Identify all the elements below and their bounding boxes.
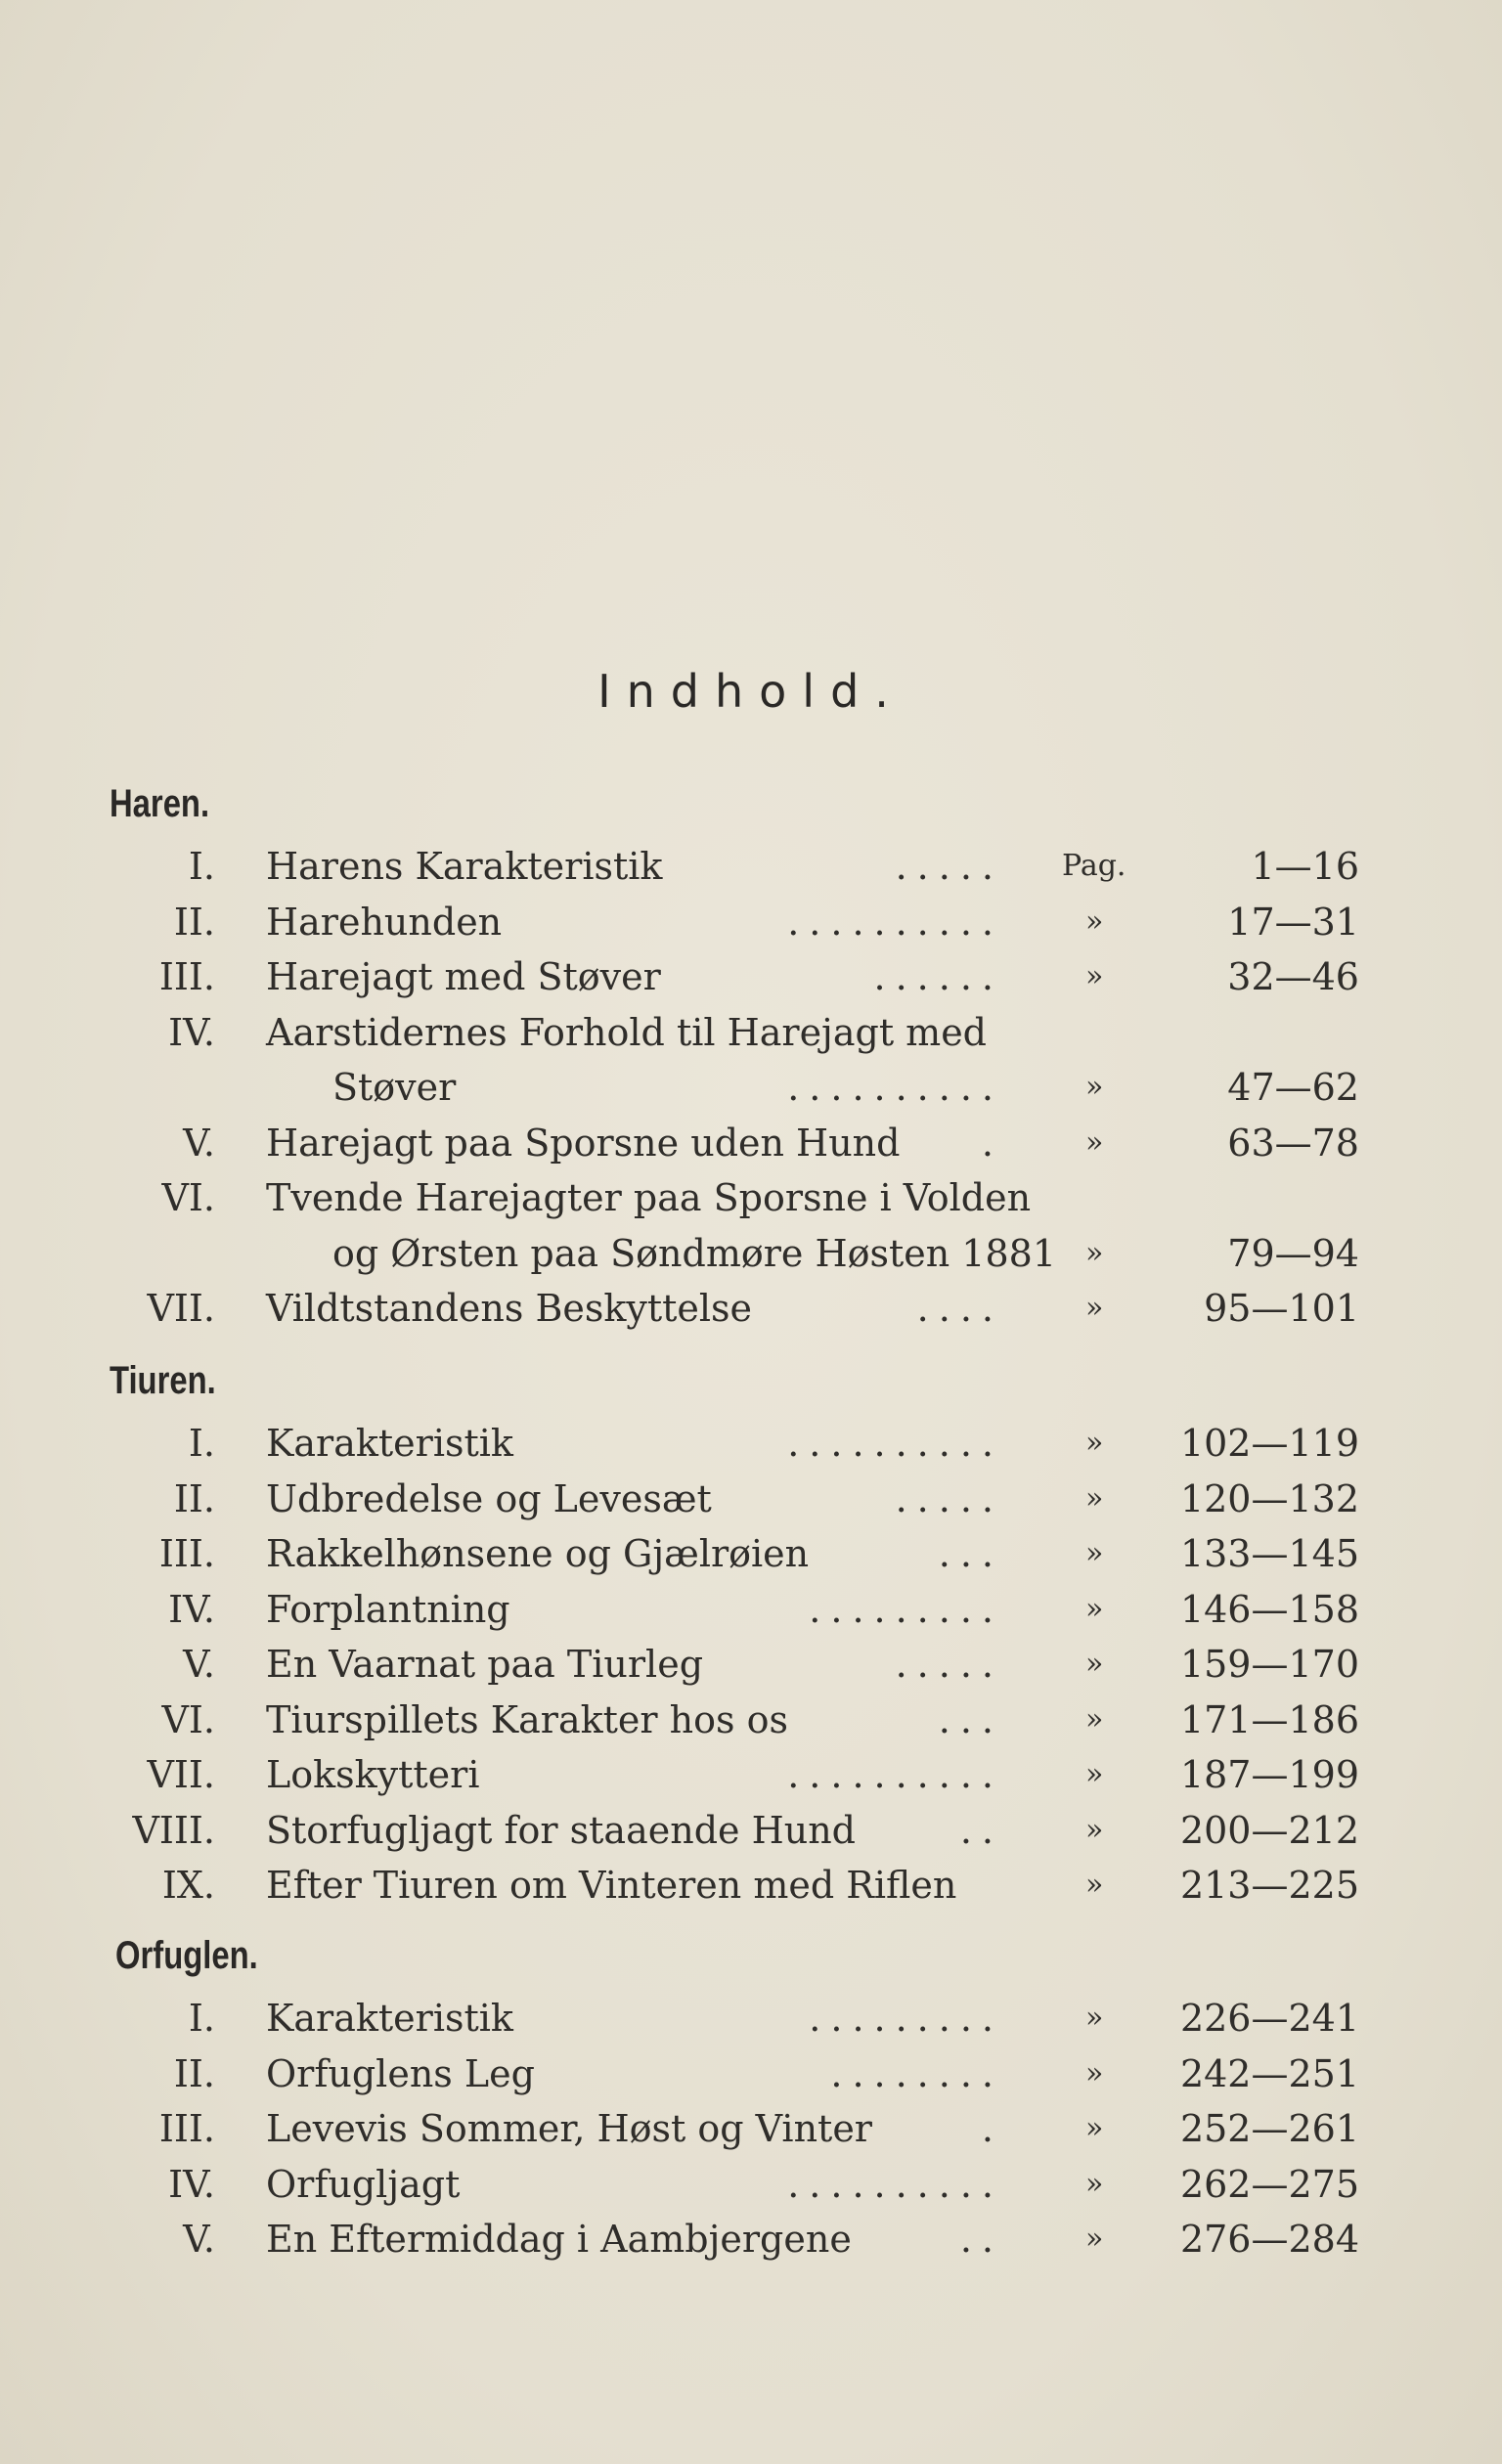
toc-entry-line [0,2212,1502,2266]
chapter-number: IV. [168,1010,215,1054]
page-range: 95—101 [1204,1287,1359,1330]
chapter-number: II. [173,1476,215,1520]
toc-entry-line [0,2101,1502,2156]
chapter-title: Efter Tiuren om Vinteren med Riflen [266,1864,957,1907]
chapter-title: Støver [332,1066,457,1109]
page-range: 187—199 [1179,1753,1359,1796]
leader-dots: ..... [895,1476,1003,1520]
chapter-title: Aarstidernes Forhold til Harejagt med [266,1010,988,1054]
page-range: 133—145 [1179,1532,1359,1575]
page-marker: » [1085,1701,1104,1737]
page-range: 120—132 [1179,1476,1359,1520]
page-range: 262—275 [1179,2162,1359,2206]
page-marker: » [1085,2111,1104,2145]
leader-dots: . [981,1121,1003,1165]
leader-dots: .......... [787,900,1003,944]
chapter-title: Tvende Harejagter paa Sporsne i Volden [266,1176,1032,1219]
leader-dots: ..... [895,1643,1003,1686]
toc-entry-line [0,1637,1502,1692]
chapter-number: VIII. [132,1808,215,1852]
chapter-number: I. [188,1997,215,2040]
leader-dots: ... [938,1697,1003,1741]
page-marker: » [1085,1868,1104,1902]
chapter-title: Vildtstandens Beskyttelse [266,1287,753,1330]
chapter-number: III. [158,2107,215,2150]
page-marker: » [1085,2055,1104,2090]
page-range: 226—241 [1179,1997,1359,2040]
chapter-title: En Eftermiddag i Aambjergene [266,2218,852,2261]
section-heading: Orfuglen. [115,1934,258,1977]
page-range: 242—251 [1179,2051,1359,2095]
chapter-number: VI. [161,1176,215,1219]
chapter-title: Udbredelse og Levesæt [266,1476,712,1520]
chapter-number: VII. [147,1753,215,1796]
toc-entry-line [0,1060,1502,1115]
toc-entry-line [0,1005,1502,1060]
page-marker: » [1085,903,1104,939]
leader-dots: .......... [787,1066,1003,1109]
toc-entry-line [0,1226,1502,1281]
page-marker: Pag. [1062,849,1126,883]
page-marker: » [1085,1124,1104,1160]
leader-dots: .......... [787,1422,1003,1465]
chapter-number: II. [173,2051,215,2095]
page-marker: » [1085,2001,1104,2035]
page-marker: » [1085,1647,1104,1681]
toc-entry-line [0,949,1502,1004]
page-range: 1—16 [1251,845,1359,888]
toc-entry-line [0,1991,1502,2046]
page-range: 102—119 [1179,1422,1359,1465]
chapter-title: Orfugljagt [266,2162,461,2206]
section-heading: Tiuren. [110,1359,216,1402]
chapter-title: Tiurspillets Karakter hos os [266,1697,788,1741]
toc-entry-line [0,1747,1502,1802]
toc-entry-line [0,1803,1502,1858]
page-marker: » [1085,1812,1104,1847]
page-marker: » [1085,1536,1104,1570]
toc-entry-line [0,1281,1502,1336]
chapter-number: III. [158,1532,215,1575]
leader-dots: . [981,2107,1003,2150]
toc-entry-line [0,2046,1502,2101]
chapter-number: III. [158,955,215,998]
page-range: 252—261 [1179,2107,1359,2150]
page-range: 79—94 [1227,1231,1359,1275]
chapter-title: Harehunden [266,900,503,944]
leader-dots: .......... [787,1753,1003,1796]
chapter-number: IV. [168,1587,215,1631]
page-marker: » [1085,2222,1104,2256]
chapter-title: En Vaarnat paa Tiurleg [266,1643,704,1686]
chapter-number: IV. [168,2162,215,2206]
toc-entry-line [0,1582,1502,1637]
toc-entry-line [0,1472,1502,1526]
toc-entry-line [0,1693,1502,1747]
page-marker: » [1085,959,1104,993]
chapter-title: Levevis Sommer, Høst og Vinter [266,2107,872,2150]
toc-entry-line [0,2157,1502,2212]
chapter-number: V. [183,2218,215,2261]
toc-entry-line [0,1116,1502,1170]
page-range: 47—62 [1227,1066,1359,1109]
page-marker: » [1085,1426,1104,1460]
chapter-title: Forplantning [266,1587,510,1631]
chapter-title: Storfugljagt for staaende Hund [266,1808,857,1852]
chapter-number: I. [188,845,215,888]
page-range: 17—31 [1227,900,1359,944]
page-range: 276—284 [1179,2218,1359,2261]
leader-dots: .......... [787,2162,1003,2206]
page-marker: » [1085,1235,1104,1270]
page-range: 200—212 [1179,1808,1359,1852]
page-marker: » [1085,1291,1104,1325]
page-marker: » [1085,1757,1104,1791]
toc-entry-line [0,839,1502,894]
chapter-number: VI. [161,1697,215,1741]
chapter-number: I. [188,1422,215,1465]
leader-dots: ........ [830,2051,1003,2095]
leader-dots: ... [938,1532,1003,1575]
toc-entry-line [0,1416,1502,1471]
chapter-number: V. [183,1121,215,1165]
leader-dots: ...... [873,955,1003,998]
chapter-title: Karakteristik [266,1997,513,2040]
page-range: 63—78 [1227,1121,1359,1165]
page-range: 159—170 [1179,1643,1359,1686]
leader-dots: ......... [809,1997,1003,2040]
chapter-number: VII. [147,1287,215,1330]
chapter-number: II. [173,900,215,944]
page-marker: » [1085,1591,1104,1626]
page-marker: » [1085,1070,1104,1104]
page-marker: » [1085,2166,1104,2201]
page-range: 171—186 [1179,1697,1359,1741]
chapter-number: V. [183,1643,215,1686]
leader-dots: .. [959,1808,1003,1852]
chapter-title: Karakteristik [266,1422,513,1465]
chapter-title: Rakkelhønsene og Gjælrøien [266,1532,810,1575]
page-range: 213—225 [1179,1864,1359,1907]
chapter-title: Harejagt med Støver [266,955,661,998]
section-heading: Haren. [110,782,210,825]
page-title: Indhold. [597,665,905,718]
toc-entry-line [0,1526,1502,1581]
chapter-title: og Ørsten paa Søndmøre Høsten 1881 [332,1231,1057,1275]
leader-dots: ..... [895,845,1003,888]
leader-dots: .. [959,2218,1003,2261]
chapter-title: Lokskytteri [266,1753,480,1796]
toc-entry-line [0,895,1502,949]
leader-dots: ......... [809,1587,1003,1631]
page-range: 32—46 [1227,955,1359,998]
page-range: 146—158 [1179,1587,1359,1631]
chapter-title: Harejagt paa Sporsne uden Hund [266,1121,901,1165]
chapter-title: Harens Karakteristik [266,845,663,888]
toc-entry-line [0,1170,1502,1225]
chapter-number: IX. [161,1864,215,1907]
toc-entry-line [0,1858,1502,1913]
chapter-title: Orfuglens Leg [266,2051,535,2095]
leader-dots: .... [916,1287,1003,1330]
page-marker: » [1085,1480,1104,1516]
